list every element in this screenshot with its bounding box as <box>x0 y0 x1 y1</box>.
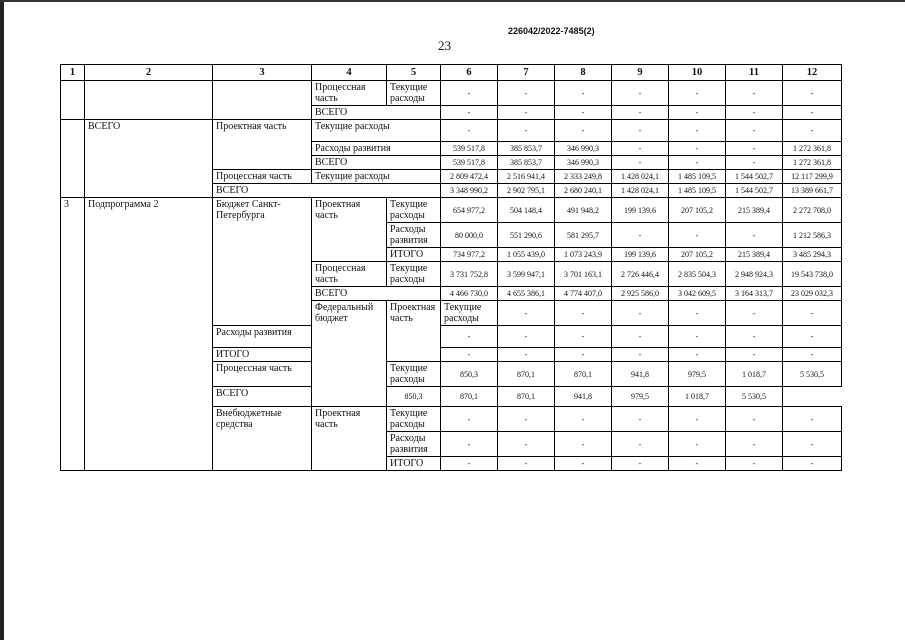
value-cell: - <box>669 156 726 170</box>
value-cell: 385 853,7 <box>498 142 555 156</box>
column-header: 4 <box>312 65 387 81</box>
expense-type-label: Текущие расходы <box>387 81 441 106</box>
value-cell: - <box>783 81 842 106</box>
value-cell: - <box>669 457 726 471</box>
value-cell: 2 925 586,0 <box>612 287 669 301</box>
value-cell: 870,1 <box>498 362 555 387</box>
total-label: ВСЕГО <box>312 287 441 301</box>
value-cell: 941,8 <box>612 362 669 387</box>
value-cell: 199 139,6 <box>612 248 669 262</box>
value-cell: - <box>783 457 842 471</box>
value-cell: - <box>726 156 783 170</box>
value-cell: - <box>498 326 555 348</box>
value-cell: - <box>669 432 726 457</box>
value-cell: 3 348 990,2 <box>441 184 498 198</box>
column-header: 6 <box>441 65 498 81</box>
value-cell: - <box>726 120 783 142</box>
part-label: Процессная часть <box>312 262 387 287</box>
document-number: 226042/2022-7485(2) <box>508 26 595 36</box>
budget-table <box>60 64 842 471</box>
value-cell: 2 516 941,4 <box>498 170 555 184</box>
value-cell: 13 389 661,7 <box>783 184 842 198</box>
value-cell: 979,5 <box>669 362 726 387</box>
value-cell: - <box>612 457 669 471</box>
value-cell: 2 726 446,4 <box>612 262 669 287</box>
total-label: ВСЕГО <box>312 106 441 120</box>
value-cell: - <box>726 301 783 326</box>
value-cell: - <box>612 301 669 326</box>
value-cell: 504 148,4 <box>498 198 555 223</box>
value-cell: 1 544 502,7 <box>726 184 783 198</box>
value-cell: 1 485 109,5 <box>669 184 726 198</box>
value-cell: 3 599 947,1 <box>498 262 555 287</box>
value-cell: - <box>555 301 612 326</box>
row-number-cell <box>61 81 85 120</box>
subtotal-label: ИТОГО <box>213 348 312 362</box>
value-cell: - <box>669 348 726 362</box>
value-cell: - <box>498 120 555 142</box>
value-cell: - <box>612 106 669 120</box>
value-cell: - <box>498 81 555 106</box>
expense-type-label: Текущие расходы <box>387 362 441 387</box>
value-cell: - <box>612 120 669 142</box>
value-cell: 3 485 294,3 <box>783 248 842 262</box>
value-cell: 2 948 924,3 <box>726 262 783 287</box>
table-row <box>61 120 842 142</box>
value-cell: 4 655 386,1 <box>498 287 555 301</box>
table-header-row <box>61 65 842 81</box>
expense-type-label: Текущие расходы <box>312 120 441 142</box>
value-cell: - <box>555 120 612 142</box>
value-cell: 2 835 504,3 <box>669 262 726 287</box>
value-cell: - <box>669 106 726 120</box>
value-cell: - <box>555 348 612 362</box>
value-cell: 4 774 407,0 <box>555 287 612 301</box>
value-cell: 1 428 024,1 <box>612 170 669 184</box>
value-cell: 539 517,8 <box>441 142 498 156</box>
value-cell: - <box>612 407 669 432</box>
value-cell: - <box>612 81 669 106</box>
value-cell: - <box>783 326 842 348</box>
value-cell: - <box>441 432 498 457</box>
value-cell: 654 977,2 <box>441 198 498 223</box>
value-cell: - <box>555 407 612 432</box>
value-cell: - <box>783 301 842 326</box>
value-cell: - <box>441 81 498 106</box>
value-cell: - <box>612 156 669 170</box>
value-cell: - <box>555 326 612 348</box>
value-cell: - <box>669 326 726 348</box>
value-cell: 491 948,2 <box>555 198 612 223</box>
part-label: Процессная часть <box>312 81 387 106</box>
source-cell: Внебюджетные средства <box>213 407 312 471</box>
expense-type-label: Расходы развития <box>387 432 441 457</box>
value-cell: 215 389,4 <box>726 248 783 262</box>
value-cell: 346 990,3 <box>555 142 612 156</box>
value-cell: 1 272 361,8 <box>783 142 842 156</box>
value-cell: - <box>555 457 612 471</box>
source-cell <box>213 81 312 120</box>
value-cell: - <box>498 432 555 457</box>
name-cell <box>85 81 213 120</box>
value-cell: 3 731 752,8 <box>441 262 498 287</box>
source-cell: Процессная часть <box>213 170 312 184</box>
value-cell: 1 485 109,5 <box>669 170 726 184</box>
subtotal-label: ИТОГО <box>387 248 441 262</box>
value-cell: - <box>612 432 669 457</box>
value-cell: - <box>612 223 669 248</box>
expense-type-label: Текущие расходы <box>387 407 441 432</box>
value-cell: - <box>669 223 726 248</box>
value-cell: - <box>555 81 612 106</box>
source-cell: Проектная часть <box>213 120 312 170</box>
value-cell: - <box>498 106 555 120</box>
value-cell: 2 272 708,0 <box>783 198 842 223</box>
part-label: Проектная часть <box>312 198 387 262</box>
value-cell: 1 428 024,1 <box>612 184 669 198</box>
expense-type-label: Расходы развития <box>312 142 441 156</box>
page-number: 23 <box>438 38 451 53</box>
value-cell: - <box>612 142 669 156</box>
row-number-cell <box>61 120 85 198</box>
column-header: 2 <box>85 65 213 81</box>
name-cell: ВСЕГО <box>85 120 213 198</box>
value-cell: - <box>726 348 783 362</box>
value-cell: 2 333 249,8 <box>555 170 612 184</box>
expense-type-label: Расходы развития <box>213 326 312 348</box>
value-cell: - <box>555 432 612 457</box>
value-cell: 199 139,6 <box>612 198 669 223</box>
total-label: ВСЕГО <box>213 387 387 407</box>
expense-type-label: Текущие расходы <box>387 198 441 223</box>
table-row <box>61 81 842 106</box>
value-cell: - <box>498 301 555 326</box>
value-cell: - <box>783 432 842 457</box>
expense-type-label: Текущие расходы <box>387 262 441 287</box>
column-header: 10 <box>669 65 726 81</box>
value-cell: - <box>441 326 498 348</box>
value-cell: 207 105,2 <box>669 248 726 262</box>
part-label: Процессная часть <box>213 362 312 387</box>
value-cell: 346 990,3 <box>555 156 612 170</box>
column-header: 7 <box>498 65 555 81</box>
value-cell: - <box>726 407 783 432</box>
value-cell: 1 073 243,9 <box>555 248 612 262</box>
value-cell: - <box>612 326 669 348</box>
expense-type-label: Расходы развития <box>387 223 441 248</box>
value-cell: 1 544 502,7 <box>726 170 783 184</box>
scan-edge-left <box>0 0 4 640</box>
value-cell: - <box>726 81 783 106</box>
value-cell: 2 809 472,4 <box>441 170 498 184</box>
column-header: 12 <box>783 65 842 81</box>
value-cell: 2 902 795,1 <box>498 184 555 198</box>
value-cell: 870,1 <box>498 387 555 407</box>
value-cell: - <box>669 81 726 106</box>
value-cell: 19 543 738,0 <box>783 262 842 287</box>
value-cell: - <box>669 301 726 326</box>
value-cell: 870,1 <box>441 387 498 407</box>
value-cell: - <box>669 120 726 142</box>
value-cell: - <box>612 348 669 362</box>
value-cell: - <box>726 223 783 248</box>
expense-type-label: Текущие расходы <box>312 170 441 184</box>
value-cell: - <box>441 457 498 471</box>
source-cell: Федеральный бюджет <box>312 301 387 407</box>
value-cell: - <box>498 407 555 432</box>
value-cell: - <box>726 326 783 348</box>
value-cell: - <box>783 106 842 120</box>
column-header: 11 <box>726 65 783 81</box>
value-cell: - <box>669 407 726 432</box>
scan-edge-top <box>0 0 905 2</box>
value-cell: 941,8 <box>555 387 612 407</box>
row-number-cell: 3 <box>61 198 85 471</box>
value-cell: 581 295,7 <box>555 223 612 248</box>
subtotal-label: ИТОГО <box>387 457 441 471</box>
column-header: 1 <box>61 65 85 81</box>
column-header: 8 <box>555 65 612 81</box>
value-cell: - <box>441 106 498 120</box>
value-cell: - <box>783 348 842 362</box>
expense-type-label: Текущие расходы <box>441 301 498 326</box>
value-cell: 5 530,5 <box>783 362 842 387</box>
value-cell: 850,3 <box>387 387 441 407</box>
part-label: Проектная часть <box>387 301 441 362</box>
value-cell: - <box>783 407 842 432</box>
value-cell: 1 055 439,0 <box>498 248 555 262</box>
value-cell: - <box>726 432 783 457</box>
value-cell: 215 389,4 <box>726 198 783 223</box>
value-cell: 1 018,7 <box>726 362 783 387</box>
value-cell: - <box>441 348 498 362</box>
part-label: Проектная часть <box>312 407 387 471</box>
value-cell: 23 029 032,3 <box>783 287 842 301</box>
value-cell: 3 701 163,1 <box>555 262 612 287</box>
table-row <box>61 198 842 223</box>
value-cell: 2 680 240,1 <box>555 184 612 198</box>
total-label: ВСЕГО <box>213 184 441 198</box>
value-cell: 734 977,2 <box>441 248 498 262</box>
value-cell: 3 042 609,5 <box>669 287 726 301</box>
value-cell: - <box>441 407 498 432</box>
value-cell: - <box>555 106 612 120</box>
value-cell: - <box>726 142 783 156</box>
value-cell: 80 000,0 <box>441 223 498 248</box>
value-cell: - <box>441 120 498 142</box>
value-cell: - <box>669 142 726 156</box>
value-cell: 4 466 730,0 <box>441 287 498 301</box>
value-cell: 1 212 586,3 <box>783 223 842 248</box>
value-cell: - <box>726 457 783 471</box>
value-cell: 385 853,7 <box>498 156 555 170</box>
value-cell: 1 018,7 <box>669 387 726 407</box>
source-cell: Бюджет Санкт-Петербурга <box>213 198 312 326</box>
value-cell: 551 290,6 <box>498 223 555 248</box>
value-cell: 539 517,8 <box>441 156 498 170</box>
value-cell: 5 530,5 <box>726 387 783 407</box>
value-cell: - <box>498 348 555 362</box>
value-cell: 850,3 <box>441 362 498 387</box>
column-header: 5 <box>387 65 441 81</box>
value-cell: - <box>783 120 842 142</box>
column-header: 9 <box>612 65 669 81</box>
value-cell: 207 105,2 <box>669 198 726 223</box>
value-cell: 12 117 299,9 <box>783 170 842 184</box>
value-cell: 870,1 <box>555 362 612 387</box>
column-header: 3 <box>213 65 312 81</box>
value-cell: 979,5 <box>612 387 669 407</box>
value-cell: - <box>498 457 555 471</box>
value-cell: 1 272 361,8 <box>783 156 842 170</box>
value-cell: 3 164 313,7 <box>726 287 783 301</box>
value-cell: - <box>726 106 783 120</box>
total-label: ВСЕГО <box>312 156 441 170</box>
name-cell: Подпрограмма 2 <box>85 198 213 471</box>
